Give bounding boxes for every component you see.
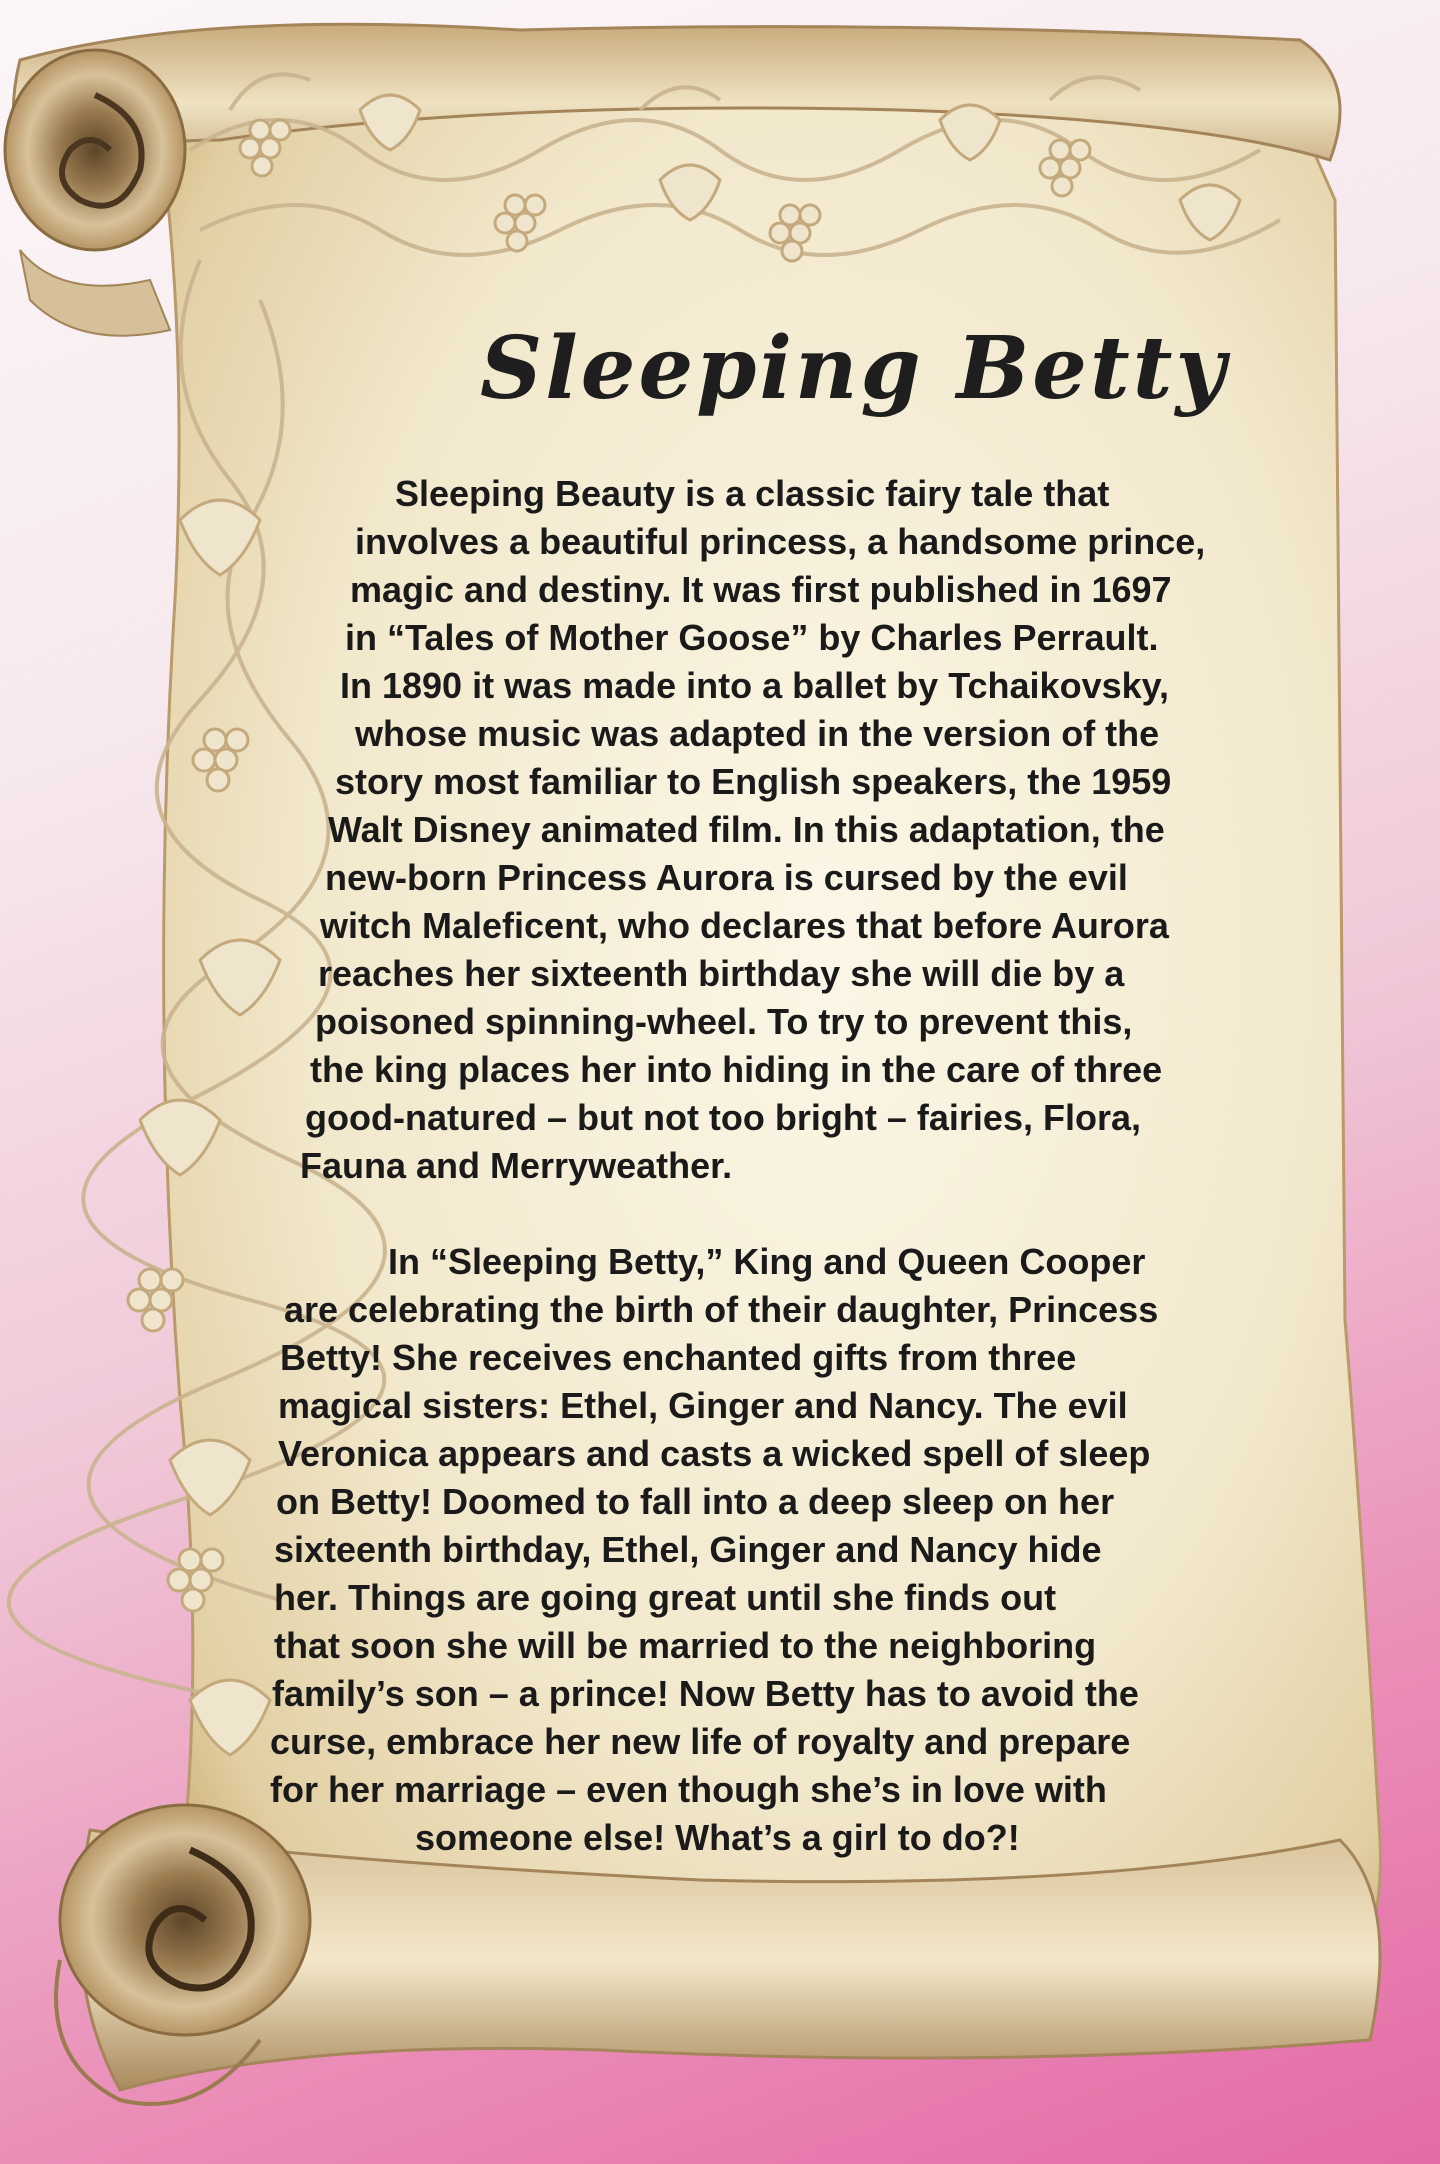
text-line: good-natured – but not too bright – fairies, Flora, [305,1097,1141,1138]
paragraph-intro [300,470,1205,1190]
text-line: witch Maleficent, who declares that before Aurora [320,905,1169,946]
text-line: magic and destiny. It was first published in 1697 [350,569,1172,610]
text-line: Fauna and Merryweather. [300,1145,733,1186]
text-line: her. Things are going great until she finds out [274,1577,1057,1618]
text-line: Sleeping Beauty is a classic fairy tale that [395,473,1110,514]
text-line: magical sisters: Ethel, Ginger and Nancy. The evil [278,1385,1128,1426]
text-line: story most familiar to English speakers, the 1959 [335,761,1172,802]
text-line: In 1890 it was made into a ballet by Tchaikovsky, [340,665,1169,706]
text-line: poisoned spinning-wheel. To try to prevent this, [315,1001,1133,1042]
top-left-curl [5,50,185,250]
text-line: Veronica appears and casts a wicked spell of sleep [278,1433,1151,1474]
text-line: family’s son – a prince! Now Betty has to avoid the [272,1673,1139,1714]
text-line: Betty! She receives enchanted gifts from three [280,1337,1077,1378]
text-line: In “Sleeping Betty,” King and Queen Cooper [388,1241,1146,1282]
text-line: that soon she will be married to the neighboring [274,1625,1097,1666]
text-line: Walt Disney animated film. In this adaptation, the [328,809,1165,850]
paragraph-story [270,1238,1158,1862]
text-line: sixteenth birthday, Ethel, Ginger and Nancy hide [274,1529,1102,1570]
text-line: are celebrating the birth of their daughter, Princess [284,1289,1159,1330]
page-title: Sleeping Betty [480,318,1229,419]
text-line: someone else! What’s a girl to do?! [415,1817,1020,1858]
text-line: on Betty! Doomed to fall into a deep sleep on her [276,1481,1115,1522]
text-line: whose music was adapted in the version of the [355,713,1160,754]
text-line: reaches her sixteenth birthday she will die by a [318,953,1125,994]
text-line: for her marriage – even though she’s in love with [270,1769,1107,1810]
text-line: the king places her into hiding in the care of three [310,1049,1163,1090]
text-line: new-born Princess Aurora is cursed by the evil [325,857,1128,898]
text-line: involves a beautiful princess, a handsome prince, [355,521,1206,562]
text-line: curse, embrace her new life of royalty and prepare [270,1721,1131,1762]
text-line: in “Tales of Mother Goose” by Charles Perrault. [345,617,1159,658]
